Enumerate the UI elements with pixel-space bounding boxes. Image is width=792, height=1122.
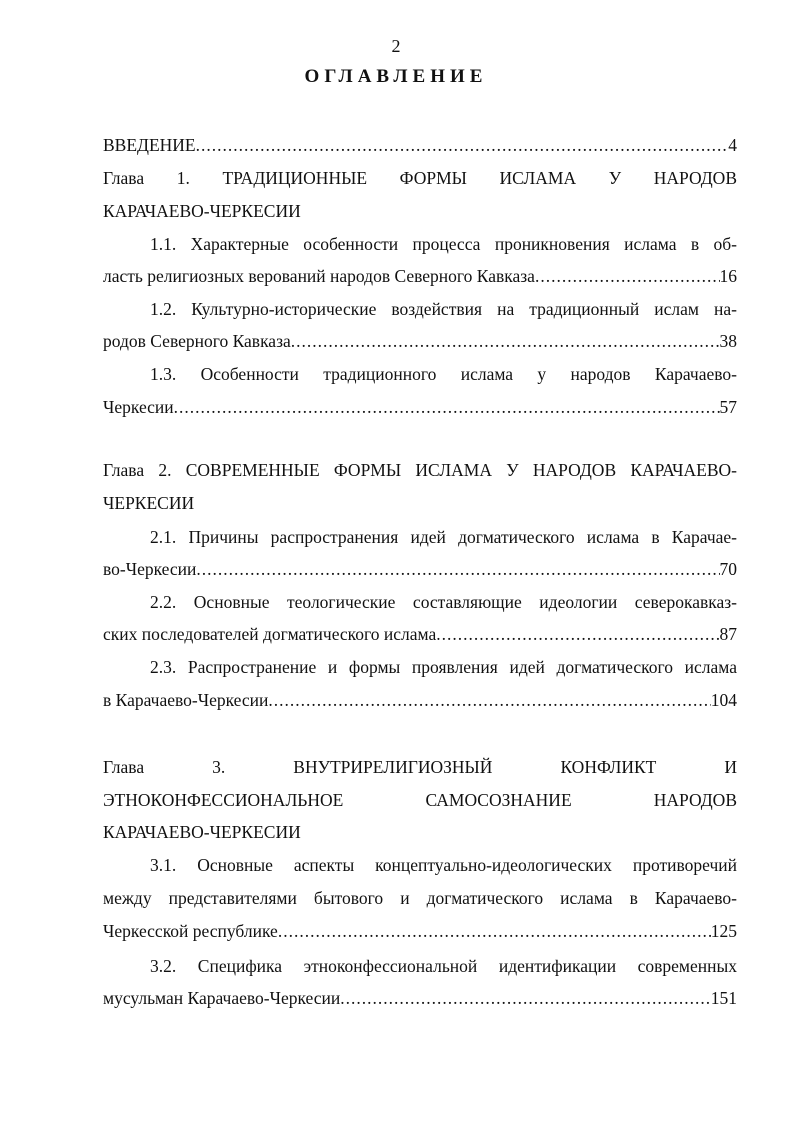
dot-leader <box>196 557 719 581</box>
dot-leader <box>436 622 719 646</box>
entry-page: 125 <box>710 921 737 941</box>
dot-leader <box>196 133 729 157</box>
entry-title: ласть религиозных верований народов Северного Кавказа <box>103 266 535 286</box>
entry-title: ских последователей догматического ислама <box>103 624 437 644</box>
section-2-1-cont <box>103 557 737 581</box>
section-3-1-cont2 <box>103 919 737 943</box>
section-3-1: 3.1. Основные аспекты концептуально-идеологических противоречий <box>150 855 737 875</box>
dot-leader <box>268 688 710 712</box>
entry-page: 16 <box>719 266 737 286</box>
chapter-2-heading-cont: ЧЕРКЕСИИ <box>103 493 195 513</box>
entry-page: 57 <box>719 397 737 417</box>
entry-page: 70 <box>719 559 737 579</box>
section-1-3-cont <box>103 395 737 419</box>
section-3-2: 3.2. Специфика этноконфессиональной идентификации современных <box>150 956 737 976</box>
dot-leader <box>535 264 720 288</box>
entry-title: в Карачаево-Черкесии <box>103 690 269 710</box>
section-1-2: 1.2. Культурно-исторические воздействия на традиционный ислам на- <box>150 299 737 319</box>
entry-title: ВВЕДЕНИЕ <box>103 135 196 155</box>
entry-page: 38 <box>719 331 737 351</box>
section-1-3: 1.3. Особенности традиционного ислама у народов Карачаево- <box>150 364 737 384</box>
chapter-3-heading-cont2: КАРАЧАЕВО-ЧЕРКЕСИИ <box>103 822 301 842</box>
entry-title: во-Черкесии <box>103 559 197 579</box>
section-2-1: 2.1. Причины распространения идей догматического ислама в Карачае- <box>150 527 737 547</box>
entry-page: 151 <box>710 988 737 1008</box>
dot-leader <box>278 919 711 943</box>
entry-title: Черкесской республике <box>103 921 278 941</box>
section-2-2-cont <box>103 622 737 646</box>
section-3-1-cont: между представителями бытового и догматического ислама в Карачаево- <box>103 888 737 908</box>
section-1-1-cont <box>103 264 737 288</box>
section-2-3: 2.3. Распространение и формы проявления идей догматического ислама <box>150 657 737 677</box>
section-2-2: 2.2. Основные теологические составляющие идеологии северокавказ- <box>150 592 737 612</box>
dot-leader <box>340 986 710 1010</box>
toc-entry-intro <box>103 133 737 157</box>
entry-page: 4 <box>728 135 737 155</box>
chapter-3-heading: Глава 3. ВНУТРИРЕЛИГИОЗНЫЙ КОНФЛИКТ И <box>103 757 737 777</box>
chapter-1-heading: Глава 1. ТРАДИЦИОННЫЕ ФОРМЫ ИСЛАМА У НАРОДОВ <box>103 168 737 188</box>
chapter-3-heading-cont: ЭТНОКОНФЕССИОНАЛЬНОЕ САМОСОЗНАНИЕ НАРОДОВ <box>103 790 737 810</box>
entry-page: 87 <box>719 624 737 644</box>
entry-page: 104 <box>710 690 737 710</box>
chapter-1-heading-cont: КАРАЧАЕВО-ЧЕРКЕСИИ <box>103 201 301 221</box>
chapter-2-heading: Глава 2. СОВРЕМЕННЫЕ ФОРМЫ ИСЛАМА У НАРОДОВ КАРАЧАЕВО- <box>103 460 737 480</box>
section-3-2-cont <box>103 986 737 1010</box>
entry-title: мусульман Карачаево-Черкесии <box>103 988 341 1008</box>
section-1-2-cont <box>103 329 737 353</box>
dot-leader <box>174 395 720 419</box>
entry-title: родов Северного Кавказа <box>103 331 291 351</box>
dot-leader <box>291 329 720 353</box>
section-2-3-cont <box>103 688 737 712</box>
section-1-1: 1.1. Характерные особенности процесса проникновения ислама в об- <box>150 234 737 254</box>
page-number: 2 <box>391 36 401 56</box>
entry-title: Черкесии <box>103 397 174 417</box>
page-title: ОГЛАВЛЕНИЕ <box>304 66 488 87</box>
